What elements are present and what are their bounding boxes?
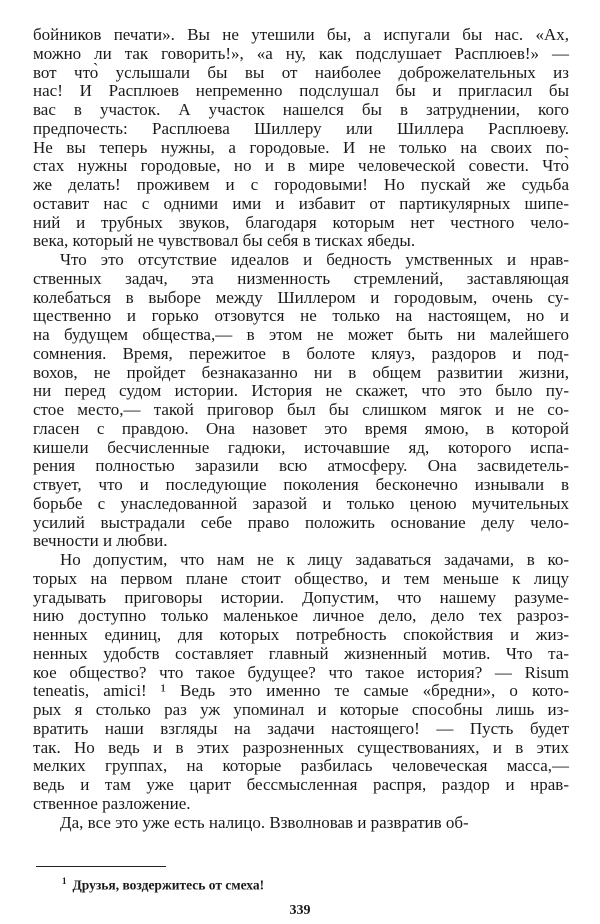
footnote: [62, 876, 264, 894]
text-line: кишели бесчисленные гадюки, источавшие яд, которого испа-: [33, 437, 569, 457]
footnote-separator: [36, 866, 166, 867]
paragraph: [33, 251, 569, 551]
text-line: рых я столько раз уж упоминал и которые способны лишь из-: [33, 700, 569, 719]
footnote-text: Друзья, воздержитесь от смеха!: [72, 877, 265, 893]
text-line: Да, все это уже есть налицо. Взволновав и развратив об-: [60, 812, 469, 832]
text-line: Не вы теперь нужны, а городовые. И не только на своих по-: [33, 137, 569, 157]
text-line: усилий выстрадали себе право положить основание делу чело-: [33, 512, 569, 532]
text-line: ний и трубных звуков, благодаря которым нет честного чело-: [33, 212, 569, 232]
text-line: кое общество? что такое будущее? что такое история? — Risum: [33, 662, 569, 682]
text-line: сомнения. Время, пережитое в болоте кляуз, раздоров и под-: [33, 343, 569, 363]
paragraph: [33, 551, 569, 814]
text-line: же делать! проживем и с городовыми! Но пускай же судьба: [33, 175, 569, 194]
paragraph: [33, 26, 569, 251]
text-line: ственное разложение.: [33, 793, 191, 813]
text-line: щественно и горько отзовутся не только на настоящем, но и: [33, 306, 569, 326]
text-line: ведь и там уже царит бессмысленная распря, раздор и нрав-: [33, 775, 569, 794]
text-line: века, который не чувствовал бы себя в тисках ябеды.: [33, 231, 416, 251]
page-number: 339: [289, 903, 311, 918]
text-line: ненных единиц, для которых потребность спокойствия и жиз-: [33, 625, 569, 644]
text-line: борьбе с унаследованной заразой и только ценою мучительных: [33, 493, 569, 513]
text-line: на будущем общества,— в этом не может быть ни малейшего: [33, 325, 569, 344]
text-line: нас! И Расплюев непременно подслушал бы и пригласил бы: [33, 81, 569, 101]
text-line: можно ли так говорить!», «а ну, как подслушает Расплюев!» —: [33, 43, 569, 63]
text-line: вечности и любви.: [33, 531, 168, 551]
text-line: Но допустим, что нам не к лицу задаваться задачами, в ко-: [60, 550, 569, 569]
text-line: оставит нас с одними ими и избавит от партикулярных шипе-: [33, 193, 569, 213]
body-text: [33, 26, 569, 832]
text-line: ственных задач, эта низменность стремлений, заставляющая: [33, 268, 569, 288]
text-line: teneatis, amici! ¹ Ведь это именно те самые «бредни», о кото-: [33, 681, 569, 701]
text-line: вратить наши взгляды на задачи настоящего! — Пусть будет: [33, 718, 569, 738]
text-line: предпочесть: Расплюева Шиллеру или Шиллера Расплюеву.: [33, 118, 569, 138]
text-line: гласен с правдою. Она назовет это время ямою, в которой: [33, 418, 569, 438]
text-line: бойников печати». Вы не утешили бы, а испугали бы нас. «Ах,: [33, 25, 569, 44]
text-line: рения полностью заразили всю атмосферу. Она засвидетель-: [33, 456, 569, 476]
text-line: торых на первом плане стоит общество, и тем меньше к лицу: [33, 568, 569, 588]
footnote-marker: 1: [62, 876, 67, 886]
text-line: ствует, что и последующие поколения бесконечно изнывали в: [33, 475, 569, 494]
text-line: вот что̀ услышали бы вы от наиболее доброжелательных из: [33, 62, 569, 82]
text-line: ни перед судом истории. История не скажет, что это было пу-: [33, 381, 569, 401]
text-line: угадывать приговоры истории. Допустим, что нашему разуме-: [33, 587, 569, 607]
text-line: вохов, не пройдет безнаказанно ни в общем развитии жизни,: [33, 362, 569, 382]
text-line: стое место,— такой приговор был бы слишком мягок и не со-: [33, 400, 569, 419]
text-line: вас в участок. А участок нашелся бы в затруднении, кого: [33, 100, 569, 119]
text-line: колебаться в выборе между Шиллером и городовым, очень су-: [33, 287, 569, 307]
text-line: мелких группах, на которые разбилась человеческая масса,—: [33, 756, 569, 776]
text-line: стах нужны городовые, но и в мире человеческой совести. Что̀: [33, 156, 569, 176]
text-line: Что это отсутствие идеалов и бедность умственных и нрав-: [60, 250, 569, 269]
text-line: так. Но ведь и в этих разрозненных существованиях, и в этих: [33, 737, 569, 757]
paragraph: [33, 814, 569, 833]
text-line: нию доступно только маленькое личное дело, дело тех разроз-: [33, 606, 569, 626]
text-line: ненных удобств составляет главный жизненный мотив. Что та-: [33, 643, 569, 663]
